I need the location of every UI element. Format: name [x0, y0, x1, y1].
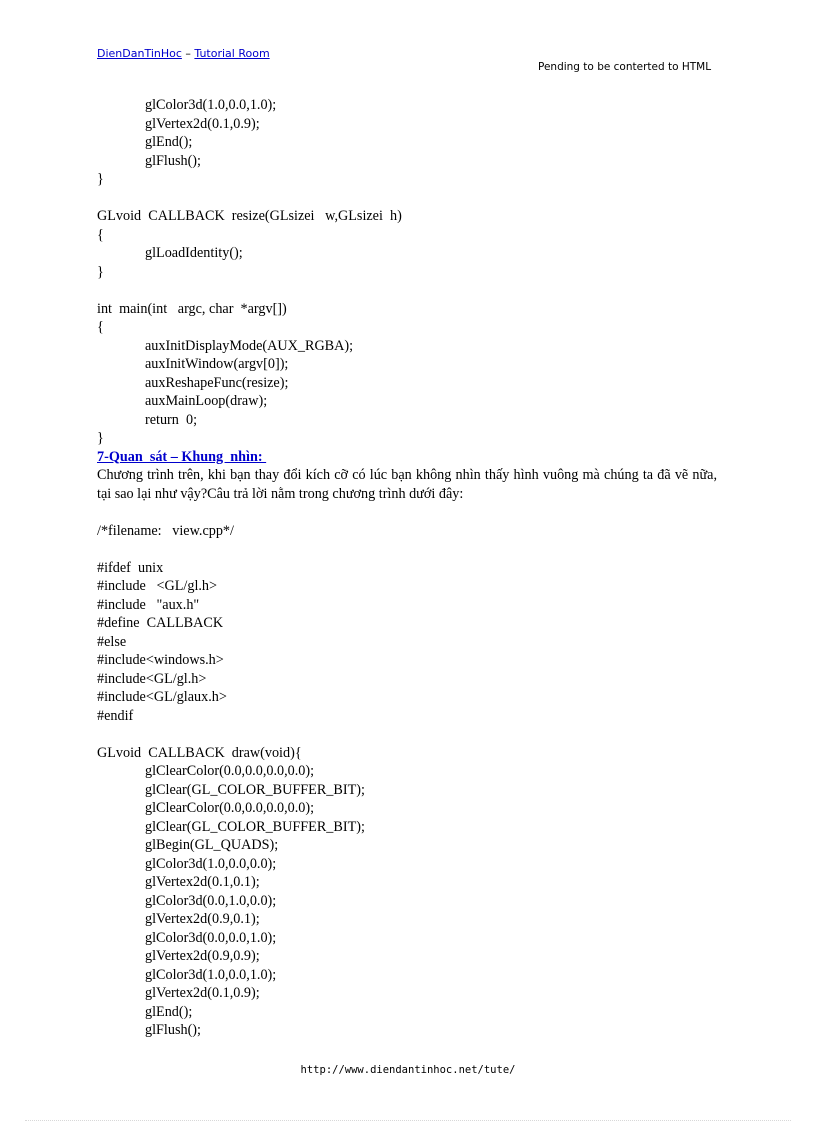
- code-line: #ifdef unix: [97, 559, 164, 576]
- code-line: [97, 281, 717, 300]
- code-line: /*filename: view.cpp*/: [97, 522, 234, 539]
- code-line: [97, 503, 717, 522]
- code-line: glColor3d(0.0,1.0,0.0);: [145, 892, 277, 909]
- code-line: glColor3d(1.0,0.0,1.0);: [145, 97, 277, 113]
- code-line: int main(int argc, char *argv[]): [97, 300, 287, 317]
- code-line: [97, 540, 717, 559]
- code-line: glFlush();: [145, 152, 201, 169]
- footer-url: http://www.diendantinhoc.net/tute/: [300, 1064, 516, 1076]
- code-line: glBegin(GL_QUADS);: [145, 837, 279, 853]
- code-line: glClearColor(0.0,0.0,0.0,0.0);: [145, 800, 315, 816]
- site-link[interactable]: DienDanTinHoc: [97, 47, 182, 60]
- code-line: glClear(GL_COLOR_BUFFER_BIT);: [145, 818, 365, 835]
- code-line: glColor3d(0.0,0.0,1.0);: [145, 929, 277, 946]
- code-line: }: [97, 430, 104, 446]
- code-line: glLoadIdentity();: [145, 245, 243, 261]
- code-line: #include "aux.h": [97, 596, 200, 613]
- section-paragraph: Chương trình trên, khi bạn thay đổi kích cỡ có lúc bạn không nhìn thấy hình vuông mà chúng ta đã vẽ nữa, tại sao lại như vậy?Câu trả lời nằm trong chương trình dưới đây:: [97, 467, 717, 502]
- code-line: #include<windows.h>: [97, 652, 224, 668]
- code-line: glVertex2d(0.9,0.1);: [145, 911, 260, 927]
- code-block-top: [97, 96, 717, 448]
- code-line: auxMainLoop(draw);: [145, 393, 268, 409]
- code-line: GLvoid CALLBACK resize(GLsizei w,GLsizei h): [97, 208, 402, 224]
- code-line: {: [97, 319, 104, 335]
- document-body: [97, 96, 717, 1040]
- code-line: #endif: [97, 707, 134, 724]
- code-line: glEnd();: [145, 1003, 193, 1020]
- code-line: #include <GL/gl.h>: [97, 578, 218, 594]
- code-line: [97, 189, 717, 208]
- code-line: glVertex2d(0.1,0.9);: [145, 115, 260, 132]
- page-bottom-divider: [25, 1120, 791, 1121]
- code-line: glColor3d(1.0,0.0,0.0);: [145, 855, 277, 872]
- code-line: auxInitDisplayMode(AUX_RGBA);: [145, 337, 354, 354]
- code-line: }: [97, 171, 104, 187]
- code-line: glVertex2d(0.1,0.1);: [145, 874, 260, 890]
- header-separator: –: [181, 47, 195, 60]
- code-line: {: [97, 226, 104, 243]
- code-line: }: [97, 263, 104, 280]
- code-line: glEnd();: [145, 134, 193, 150]
- code-line: return 0;: [145, 411, 198, 428]
- code-line: glColor3d(1.0,0.0,1.0);: [145, 966, 277, 983]
- code-line: glVertex2d(0.9,0.9);: [145, 948, 260, 964]
- code-line: glVertex2d(0.1,0.9);: [145, 985, 260, 1001]
- pending-note: Pending to be conterted to HTML: [538, 61, 712, 73]
- code-line: #define CALLBACK: [97, 615, 224, 631]
- section-heading: 7-Quan sát – Khung nhìn:: [97, 448, 267, 465]
- code-line: [97, 725, 717, 744]
- code-block-bottom: [97, 503, 717, 1040]
- code-line: GLvoid CALLBACK draw(void){: [97, 744, 302, 761]
- code-line: glClear(GL_COLOR_BUFFER_BIT);: [145, 781, 365, 798]
- code-line: #include<GL/glaux.h>: [97, 689, 227, 705]
- code-line: #include<GL/gl.h>: [97, 670, 207, 687]
- code-line: auxReshapeFunc(resize);: [145, 374, 289, 391]
- tutorial-room-link[interactable]: Tutorial Room: [194, 47, 270, 60]
- code-line: auxInitWindow(argv[0]);: [145, 356, 289, 372]
- code-line: glFlush();: [145, 1022, 201, 1038]
- page-header: [97, 47, 270, 60]
- code-line: glClearColor(0.0,0.0,0.0,0.0);: [145, 763, 315, 779]
- code-line: #else: [97, 633, 127, 650]
